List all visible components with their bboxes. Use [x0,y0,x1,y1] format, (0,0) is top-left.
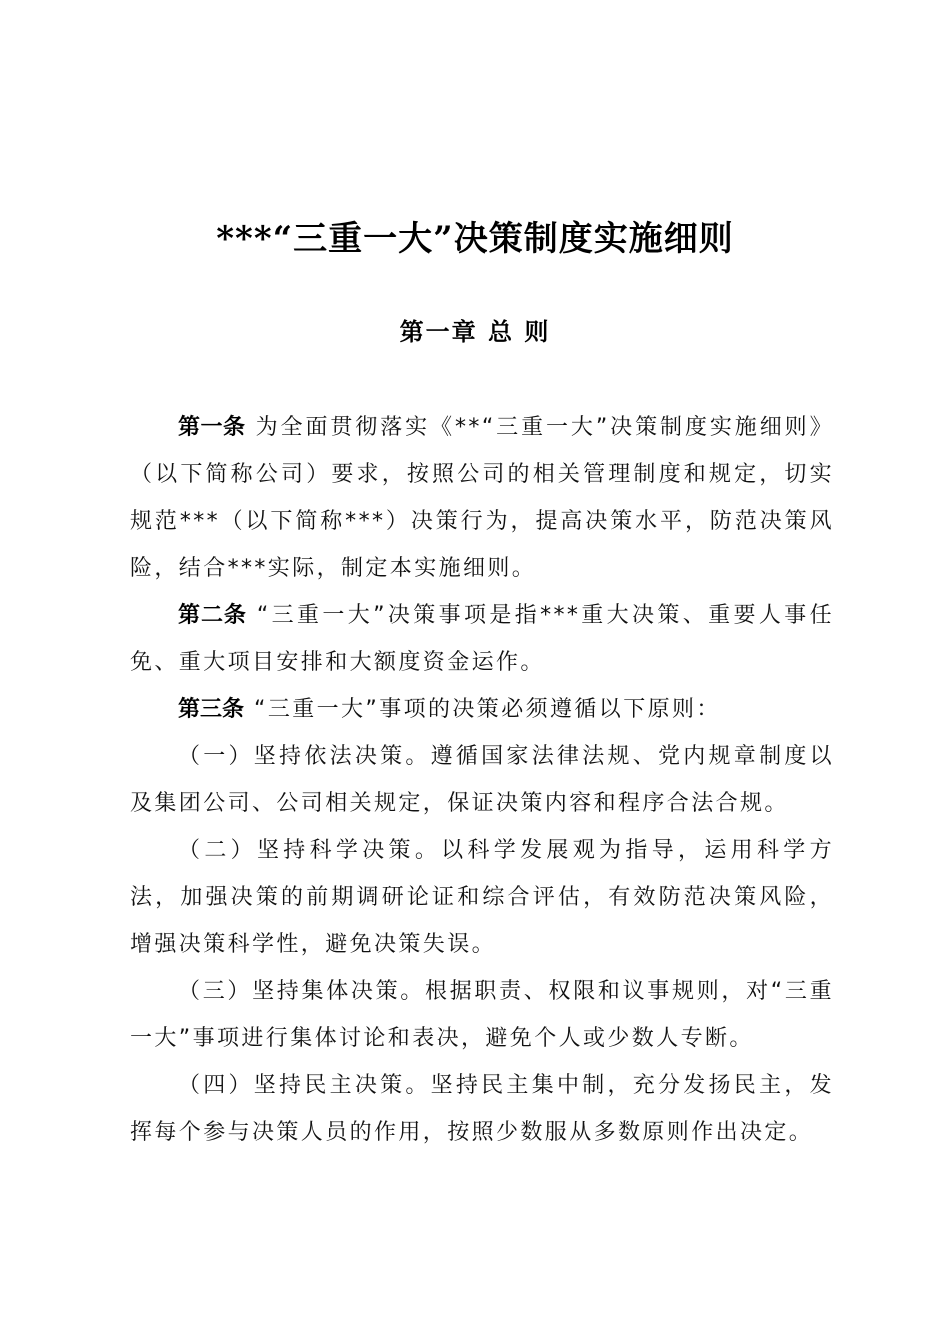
principle-paragraph [130,1062,834,1156]
article-label: 第二条 [178,603,247,628]
article-paragraph [130,404,834,592]
paragraph-text: （四）坚持民主决策。坚持民主集中制，充分发扬民主，发挥每个参与决策人员的作用，按照少数服从多数原则作出决定。 [130,1073,834,1145]
document-title: ***“三重一大”决策制度实施细则 [216,219,734,259]
principle-paragraph [130,827,834,968]
paragraph-text: 为全面贯彻落实《**“三重一大”决策制度实施细则》（以下简称公司）要求，按照公司的相关管理制度和规定，切实规范***（以下简称***）决策行为，提高决策水平，防范决策风险，结合***实际，制定本实施细则。 [130,415,834,581]
article-paragraph [130,686,834,733]
paragraph-text: （一）坚持依法决策。遵循国家法律法规、党内规章制度以及集团公司、公司相关规定，保证决策内容和程序合法合规。 [130,744,834,816]
principle-paragraph [130,733,834,827]
paragraph-text: “三重一大”事项的决策必须遵循以下原则： [254,697,721,722]
article-label: 第三条 [178,697,245,722]
principle-paragraph [130,968,834,1062]
article-label: 第一条 [178,415,246,440]
article-paragraph [130,592,834,686]
document-body [130,404,834,1156]
paragraph-text: （三）坚持集体决策。根据职责、权限和议事规则，对“三重一大”事项进行集体讨论和表决，避免个人或少数人专断。 [130,979,834,1051]
paragraph-text: （二）坚持科学决策。以科学发展观为指导，运用科学方法，加强决策的前期调研论证和综合评估，有效防范决策风险，增强决策科学性，避免决策失误。 [130,838,834,957]
paragraph-text: “三重一大”决策事项是指***重大决策、重要人事任免、重大项目安排和大额度资金运作。 [130,603,834,675]
chapter-heading: 第一章 总 则 [399,317,551,346]
